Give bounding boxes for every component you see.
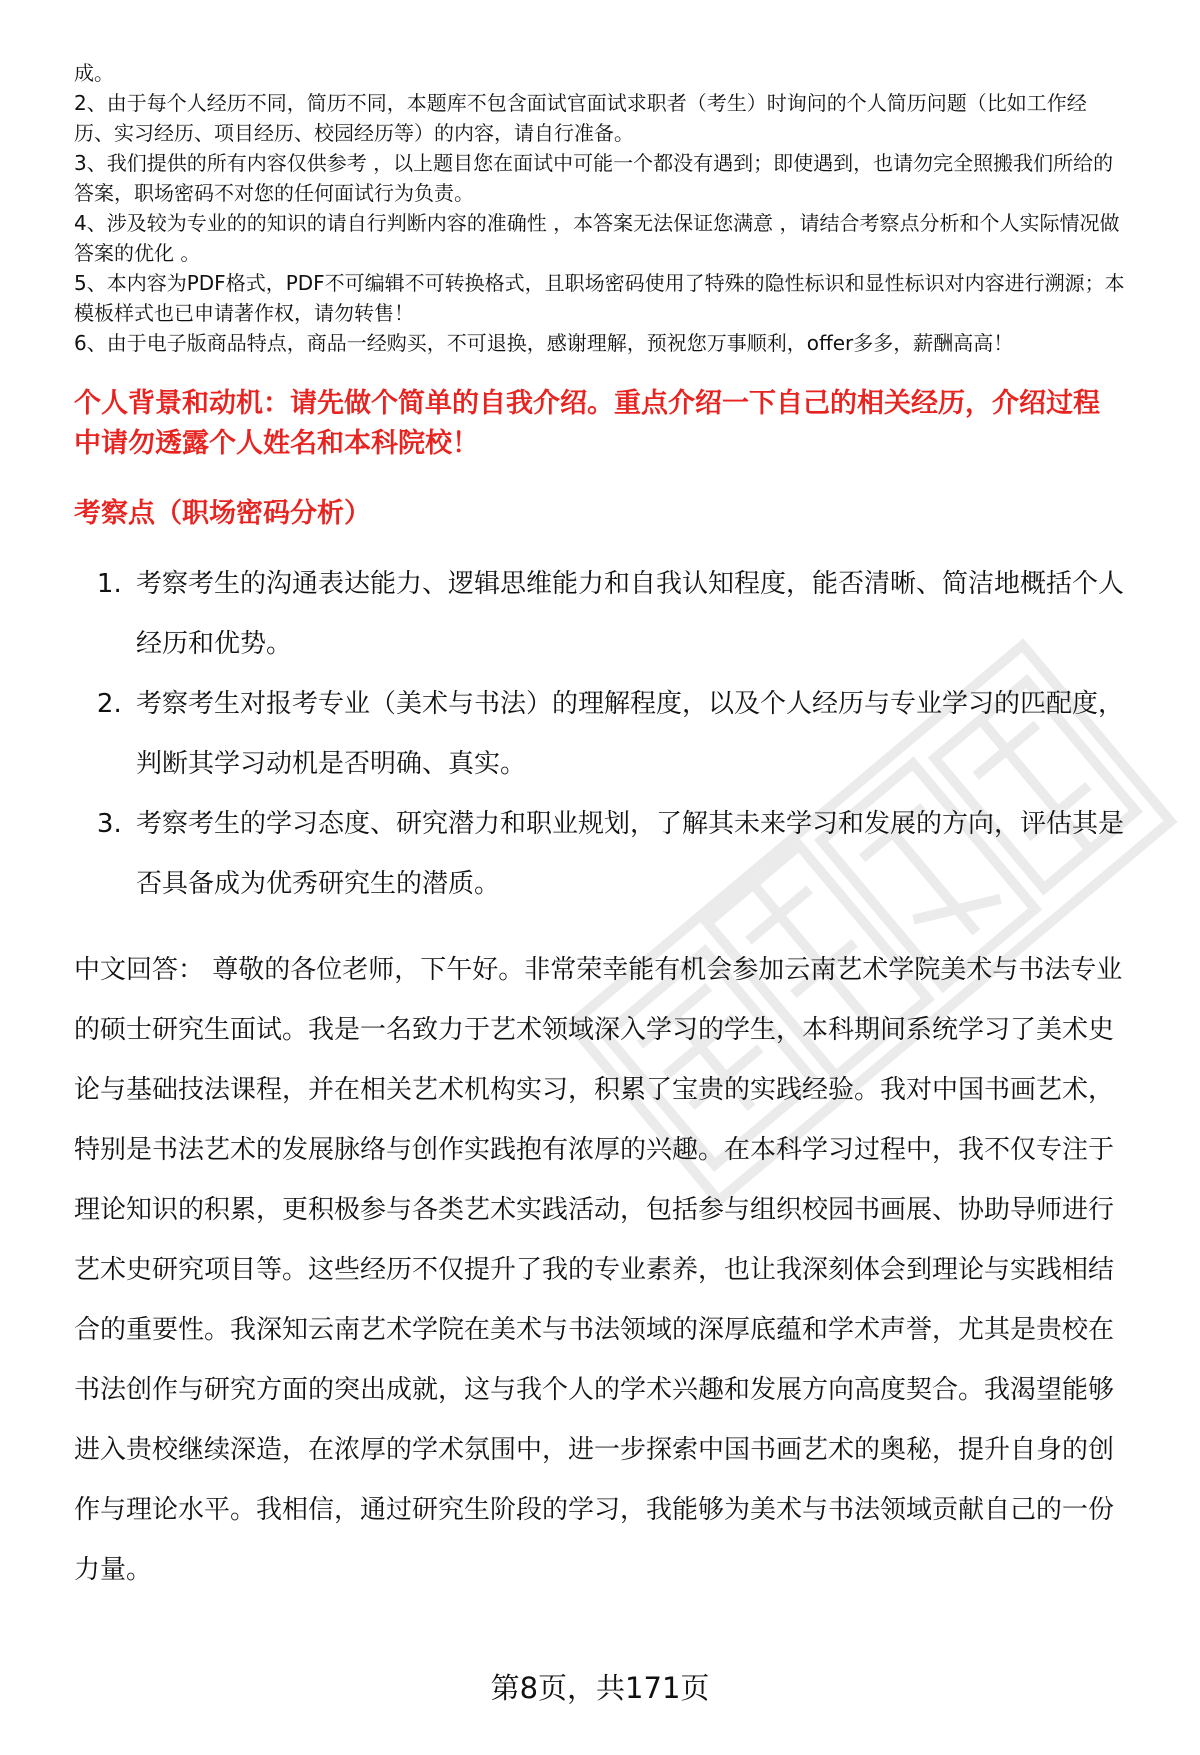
- note-item: 6、由于电子版商品特点，商品一经购买，不可退换，感谢理解，预祝您万事顺利，offer多多，薪酬高高！: [74, 331, 1014, 355]
- analysis-heading: 考察点（职场密码分析）: [74, 498, 371, 529]
- page-footer: 第8页，共171页: [490, 1671, 710, 1705]
- analysis-points-list: [74, 554, 1126, 914]
- question-heading: 个人背景和动机：请先做个简单的自我介绍。重点介绍一下自己的相关经历，介绍过程中请勿透露个人姓名和本科院校！: [74, 388, 1100, 459]
- note-item: 成。: [74, 61, 114, 85]
- note-item: 2、由于每个人经历不同，简历不同，本题库不包含面试官面试求职者（考生）时询问的个人简历问题（比如工作经历、实习经历、项目经历、校园经历等）的内容，请自行准备。: [74, 91, 1087, 145]
- notes-section: [74, 0, 1126, 358]
- note-item: 4、涉及较为专业的的知识的请自行判断内容的准确性 ，本答案无法保证您满意 ，请结合考察点分析和个人实际情况做答案的优化 。: [74, 211, 1120, 265]
- note-item: 3、我们提供的所有内容仅供参考 ，以上题目您在面试中可能一个都没有遇到；即使遇到，也请勿完全照搬我们所给的答案，职场密码不对您的任何面试行为负责。: [74, 151, 1114, 205]
- analysis-point: 1. 考察考生的沟通表达能力、逻辑思维能力和自我认知程度，能否清晰、简洁地概括个人经历和优势。: [130, 554, 1126, 674]
- analysis-point: 2. 考察考生对报考专业（美术与书法）的理解程度，以及个人经历与专业学习的匹配度，判断其学习动机是否明确、真实。: [130, 674, 1126, 794]
- analysis-point: 3. 考察考生的学习态度、研究潜力和职业规划，了解其未来学习和发展的方向，评估其是否具备成为优秀研究生的潜质。: [130, 794, 1126, 914]
- answer-paragraph: 中文回答： 尊敬的各位老师，下午好。非常荣幸能有机会参加云南艺术学院美术与书法专业的硕士研究生面试。我是一名致力于艺术领域深入学习的学生，本科期间系统学习了美术史论与基础技法课程，并在相关艺术机构实习，积累了宝贵的实践经验。我对中国书画艺术，特别是书法艺术的发展脉络与创作实践抱有浓厚的兴趣。在本科学习过程中，我不仅专注于理论知识的积累，更积极参与各类艺术实践活动，包括参与组织校园书画展、协助导师进行艺术史研究项目等。这些经历不仅提升了我的专业素养，也让我深刻体会到理论与实践相结合的重要性。我深知云南艺术学院在美术与书法领域的深厚底蕴和学术声誉，尤其是贵校在书法创作与研究方面的突出成就，这与我个人的学术兴趣和发展方向高度契合。我渴望能够进入贵校继续深造，在浓厚的学术氛围中，进一步探索中国书画艺术的奥秘，提升自身的创作与理论水平。我相信，通过研究生阶段的学习，我能够为美术与书法领域贡献自己的一份力量。: [74, 955, 1123, 1585]
- note-item: 5、本内容为PDF格式，PDF不可编辑不可转换格式，且职场密码使用了特殊的隐性标识和显性标识对内容进行溯源；本模板样式也已申请著作权，请勿转售！: [74, 271, 1125, 325]
